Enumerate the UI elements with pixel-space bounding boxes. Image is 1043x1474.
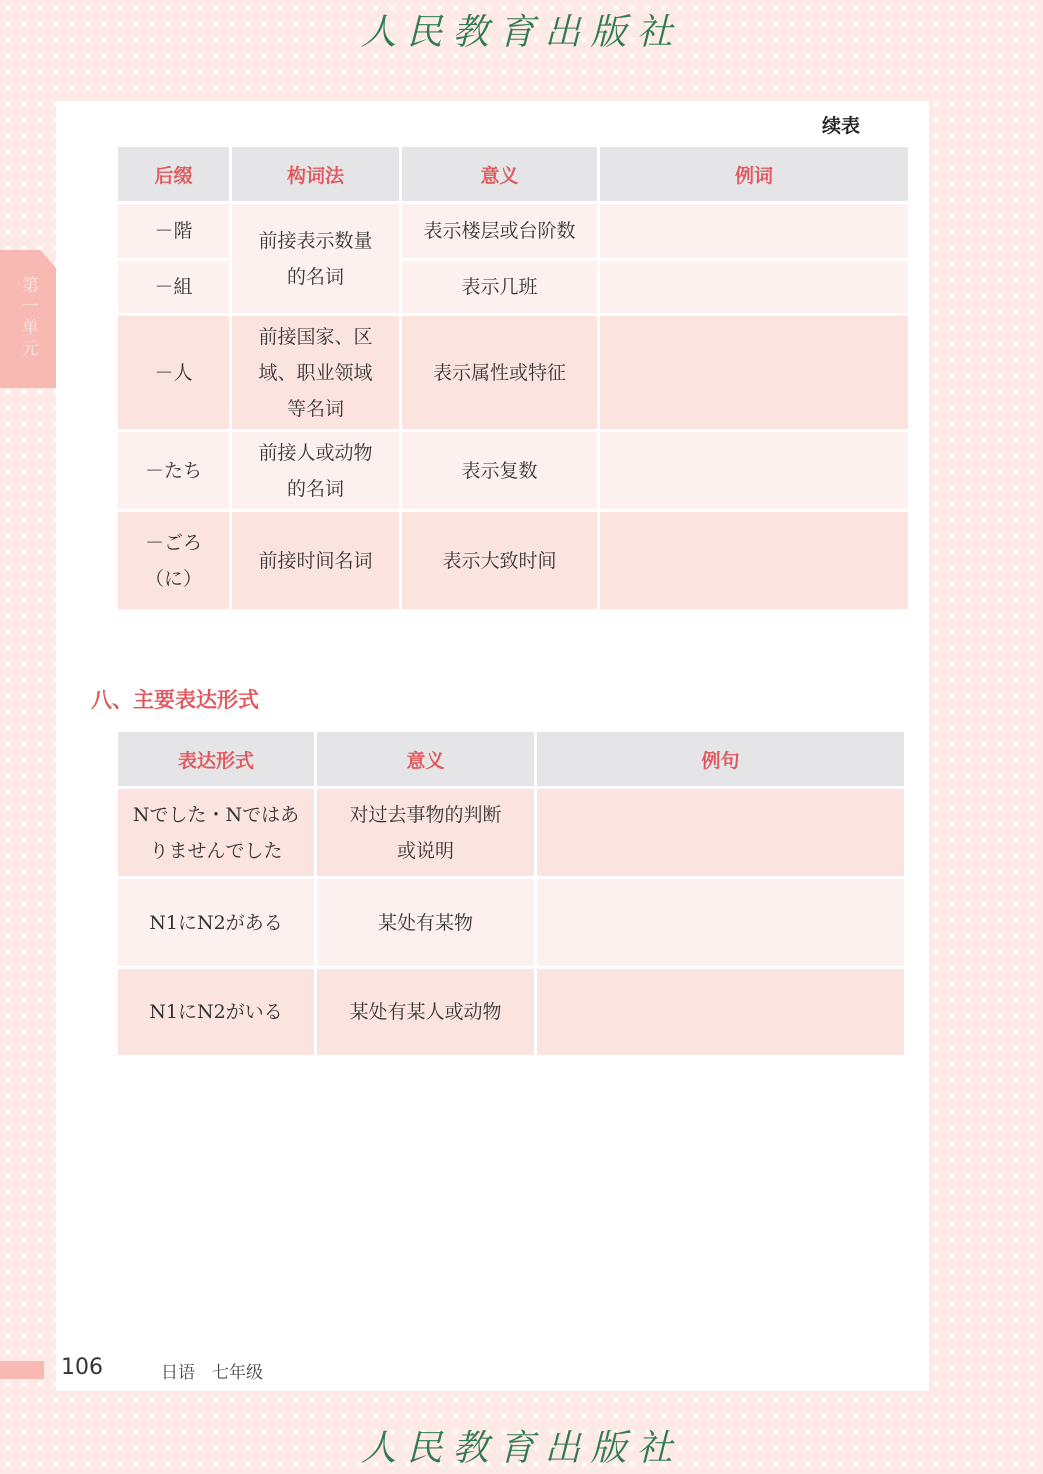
examples-cell[interactable]: [600, 432, 908, 509]
suffix-cell: －組: [118, 261, 229, 313]
continued-label: 续表: [822, 115, 861, 137]
meaning-cell: 表示几班: [402, 261, 597, 313]
header-examples: 例词: [600, 147, 908, 201]
suffix-cell: －ごろ （に）: [118, 512, 229, 609]
header-form: 表达形式: [118, 732, 314, 786]
formation-cell: 前接时间名词: [232, 512, 399, 609]
page-number: 106: [61, 1355, 103, 1380]
publisher-watermark-bottom: 人民教育出版社: [360, 1428, 683, 1469]
header-meaning: 意义: [402, 147, 597, 201]
header-formation: 构词法: [232, 147, 399, 201]
form-cell: N1にN2がある: [118, 879, 314, 966]
unit-tab-label: 第一单元: [22, 276, 39, 359]
header-meaning: 意义: [317, 732, 534, 786]
meaning-cell: 某处有某物: [317, 879, 534, 966]
table-row: [118, 512, 908, 609]
meaning-cell: 表示楼层或台阶数: [402, 204, 597, 258]
header-example: 例句: [537, 732, 904, 786]
form-cell: Nでした・Nではあ りませんでした: [118, 789, 314, 876]
table-row: [118, 316, 908, 429]
suffix-table: [115, 144, 911, 612]
form-cell: N1にN2がいる: [118, 969, 314, 1055]
meaning-cell: 表示大致时间: [402, 512, 597, 609]
table-row: [118, 789, 904, 876]
footer-accent-bar: [0, 1361, 44, 1379]
formation-cell: 前接表示数量 的名词: [232, 204, 399, 313]
table-row: [118, 204, 908, 258]
suffix-table-header-row: [118, 147, 908, 201]
examples-cell[interactable]: [600, 316, 908, 429]
suffix-cell: －たち: [118, 432, 229, 509]
table-row: [118, 969, 904, 1055]
meaning-cell: 对过去事物的判断 或说明: [317, 789, 534, 876]
table-row: [118, 879, 904, 966]
formation-cell: 前接国家、区 域、职业领域 等名词: [232, 316, 399, 429]
formation-cell: 前接人或动物 的名词: [232, 432, 399, 509]
header-suffix: 后缀: [118, 147, 229, 201]
meaning-cell: 表示复数: [402, 432, 597, 509]
example-cell[interactable]: [537, 789, 904, 876]
suffix-cell: －人: [118, 316, 229, 429]
examples-cell[interactable]: [600, 512, 908, 609]
examples-cell[interactable]: [600, 261, 908, 313]
meaning-cell: 表示属性或特征: [402, 316, 597, 429]
expression-table-header-row: [118, 732, 904, 786]
section-heading: 八、主要表达形式: [91, 688, 259, 712]
example-cell[interactable]: [537, 879, 904, 966]
example-cell[interactable]: [537, 969, 904, 1055]
table-row: [118, 432, 908, 509]
expression-table: [115, 729, 907, 1058]
suffix-cell: －階: [118, 204, 229, 258]
book-title: 日语 七年级: [161, 1363, 263, 1383]
meaning-cell: 某处有某人或动物: [317, 969, 534, 1055]
publisher-watermark-top: 人民教育出版社: [360, 12, 683, 53]
examples-cell[interactable]: [600, 204, 908, 258]
